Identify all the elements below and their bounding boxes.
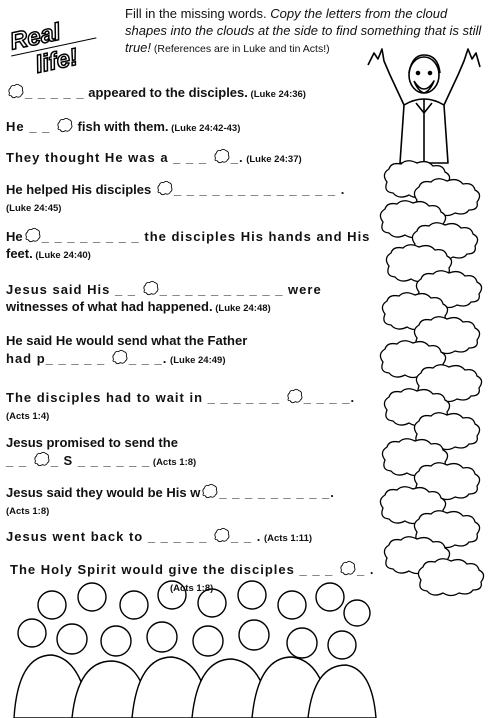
cloud-column: [365, 160, 489, 600]
question-10: Jesus said they would be His w _ _ _ _ _ _ _ _ _. (Acts 1:8): [6, 485, 335, 517]
cloud-letter-box: [7, 83, 24, 100]
cloud-letter-box: [213, 148, 230, 165]
cloud-letter-box: [142, 280, 159, 297]
question-4: He helped His disciples _ _ _ _ _ _ _ _ _ _ _ _ _ . (Luke 24:45): [6, 182, 346, 214]
question-6: Jesus said His _ _ _ _ _ _ _ _ _ _ _ _ were witnesses of what had happened. (Luke 24:48): [6, 282, 322, 314]
question-1: _ _ _ _ _ appeared to the disciples. (Luke 24:36): [6, 83, 306, 103]
question-5: He _ _ _ _ _ _ _ _ the disciples His hands and His feet. (Luke 24:40): [6, 229, 371, 261]
question-2: He _ _ fish with them. (Luke 24:42-43): [6, 119, 241, 134]
cloud-letter-box: [339, 560, 356, 577]
question-12: The Holy Spirit would give the disciples _ _ _ _ . (Acts 1:8): [10, 562, 375, 594]
question-9: Jesus promised to send the _ _ _ S _ _ _ _ _ _ (Acts 1:8): [6, 435, 197, 468]
cloud-letter-box: [56, 117, 73, 134]
cloud-letter-box: [24, 227, 41, 244]
question-11: Jesus went back to _ _ _ _ _ _ _ . (Acts 1:11): [6, 529, 313, 544]
real-life-logo: [2, 10, 114, 80]
cloud-letter-box: [111, 349, 128, 366]
cloud-letter-box: [156, 180, 173, 197]
cloud-letter-box: [286, 388, 303, 405]
cloud-letter-box: [213, 527, 230, 544]
svg-text:life!: life!: [32, 43, 81, 79]
jesus-illustration: [360, 45, 488, 165]
question-8: The disciples had to wait in _ _ _ _ _ _ _ _ _ _. (Acts 1:4): [6, 390, 356, 422]
question-7: He said He would send what the Father had p_ _ _ _ _ _ _ _. (Luke 24:49): [6, 333, 248, 366]
instructions: Fill in the missing words. Copy the letters from the cloud shapes into the clouds at the side to find something that is still true! (References are in Luke and tin Acts!): [125, 6, 482, 55]
cloud-letter-box: [33, 451, 50, 468]
svg-text:Real: Real: [7, 18, 63, 56]
question-3: They thought He was a _ _ _ _. (Luke 24:37): [6, 150, 302, 165]
cloud-letter-box: [201, 483, 218, 500]
